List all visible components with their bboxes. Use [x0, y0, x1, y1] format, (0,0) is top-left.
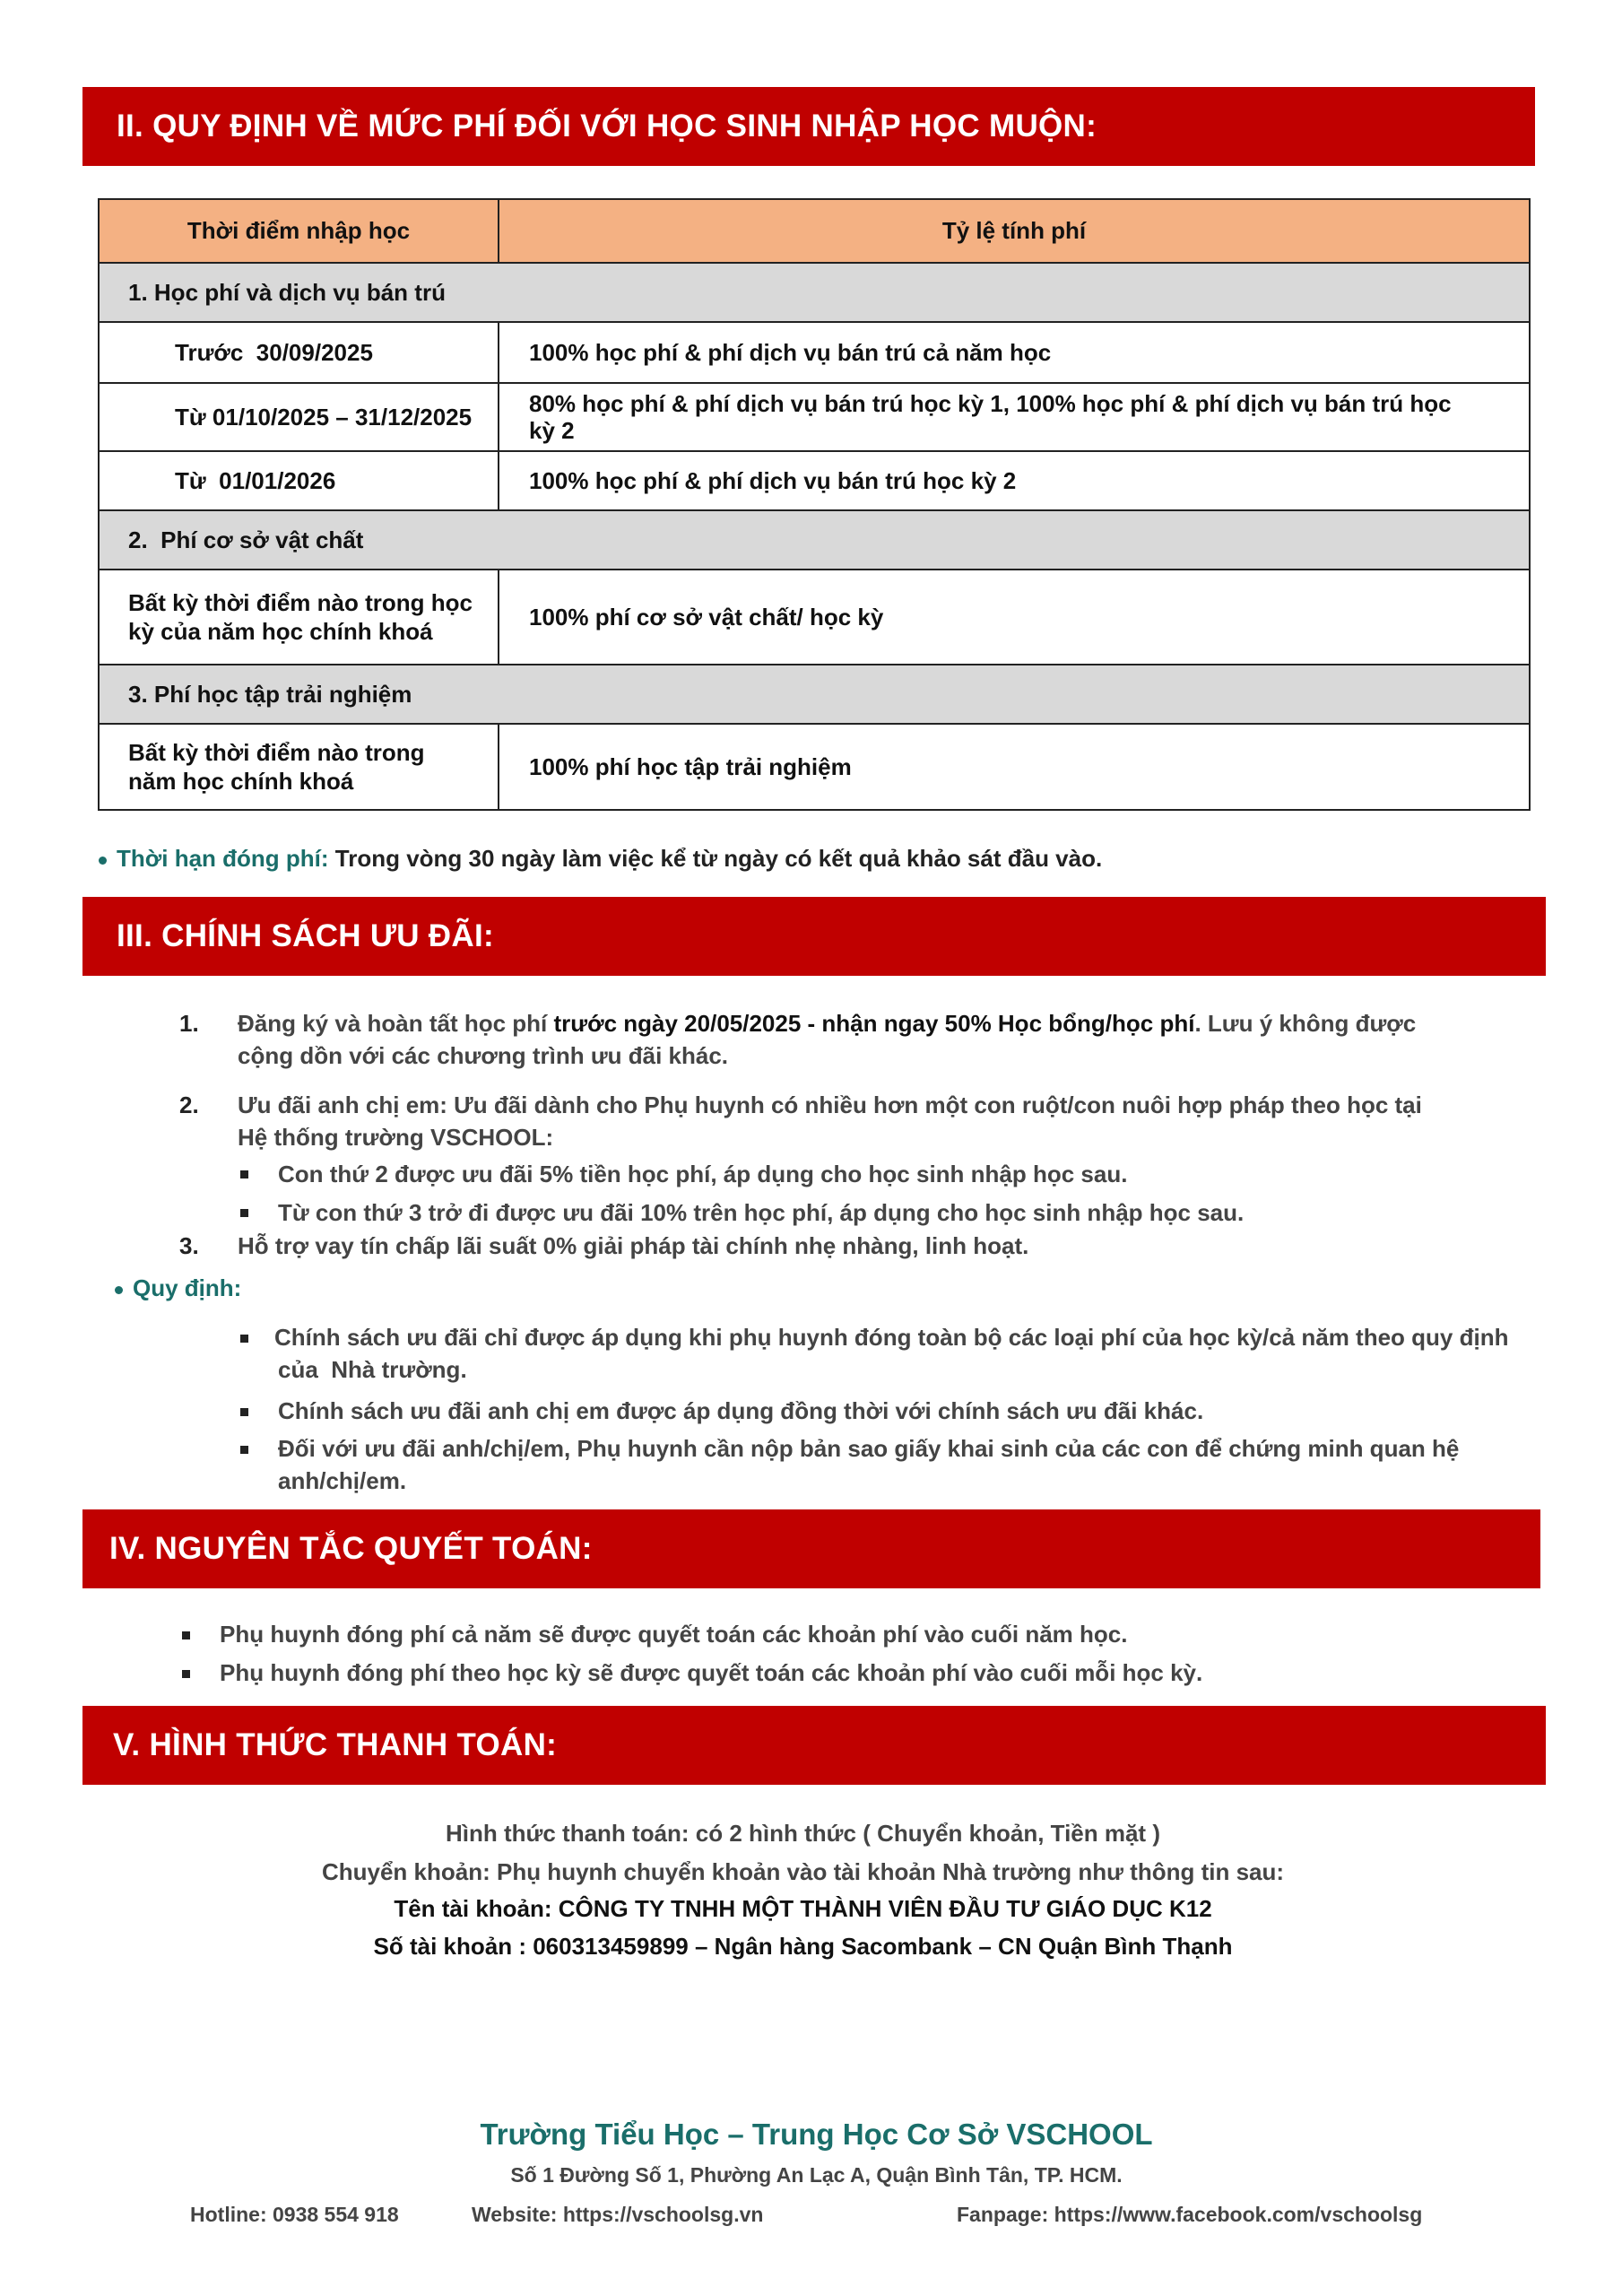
row-rate: 100% phí học tập trải nghiệm — [499, 724, 1530, 810]
table-row — [99, 383, 1530, 451]
rule-item: Đối với ưu đãi anh/chị/em, Phụ huynh cần nộp bản sao giấy khai sinh của các con để chứng minh quan hệ — [278, 1435, 1460, 1462]
row-rate: 100% học phí & phí dịch vụ bán trú học kỳ 2 — [499, 451, 1530, 510]
row-time — [99, 570, 499, 665]
group-facility: 2. Phí cơ sở vật chất — [99, 510, 1530, 570]
col-header-rate: Tỷ lệ tính phí — [499, 199, 1530, 263]
offer-highlight: trước ngày 20/05/2025 - nhận ngay 50% Học bổng/học phí — [553, 1010, 1195, 1037]
row-time: Từ 01/01/2026 — [99, 451, 499, 510]
row-time: Từ 01/10/2025 – 31/12/2025 — [99, 383, 499, 451]
row-rate-line: kỳ 2 — [529, 417, 575, 444]
square-bullet-icon — [240, 1408, 248, 1416]
table-group-row — [99, 510, 1530, 570]
row-time-line: Bất kỳ thời điểm nào trong học — [128, 589, 473, 616]
section-4-header — [82, 1509, 1540, 1588]
row-time-line: kỳ của năm học chính khoá — [128, 618, 433, 645]
square-bullet-icon — [182, 1670, 190, 1678]
section-3-header — [82, 897, 1546, 976]
payment-methods: Hình thức thanh toán: có 2 hình thức ( Chuyển khoản, Tiền mặt ) — [446, 1820, 1160, 1847]
transfer-instructions: Chuyển khoản: Phụ huynh chuyển khoản vào tài khoản Nhà trường như thông tin sau: — [321, 1858, 1285, 1885]
account-name: Tên tài khoản: CÔNG TY TNHH MỘT THÀNH VIÊN ĐẦU TƯ GIÁO DỤC K12 — [394, 1895, 1212, 1922]
square-bullet-icon — [240, 1209, 248, 1217]
table-row — [99, 724, 1530, 810]
row-time — [99, 724, 499, 810]
list-item: Hỗ trợ vay tín chấp lãi suất 0% giải pháp tài chính nhẹ nhàng, linh hoạt. — [238, 1232, 1029, 1259]
list-number: 3. — [179, 1232, 199, 1259]
square-bullet-icon — [240, 1170, 248, 1178]
footer-website: Website: https://vschoolsg.vn — [472, 2203, 764, 2226]
row-rate — [499, 383, 1530, 451]
footer-hotline: Hotline: 0938 554 918 — [190, 2203, 399, 2226]
row-rate-line: 80% học phí & phí dịch vụ bán trú học kỳ 1, 100% học phí & phí dịch vụ bán trú học — [529, 390, 1452, 417]
table-group-row — [99, 263, 1530, 322]
row-rate: 100% phí cơ sở vật chất/ học kỳ — [499, 570, 1530, 665]
table-row — [99, 322, 1530, 383]
list-number: 1. — [179, 1010, 199, 1037]
group-tuition: 1. Học phí và dịch vụ bán trú — [99, 263, 1530, 322]
late-enrollment-fee-table — [98, 198, 1531, 811]
section-5-title: V. HÌNH THỨC THANH TOÁN: — [113, 1727, 558, 1762]
bullet-dot-icon — [99, 857, 107, 865]
section-3-title: III. CHÍNH SÁCH ƯU ĐÃI: — [117, 918, 494, 953]
section-2-header — [82, 87, 1535, 166]
table-row — [99, 570, 1530, 665]
offer-text: Đăng ký và hoàn tất học phí — [238, 1010, 554, 1037]
settlement-item: Phụ huynh đóng phí theo học kỳ sẽ được quyết toán các khoản phí vào cuối mỗi học kỳ. — [220, 1659, 1203, 1686]
rule-item-line: của Nhà trường. — [278, 1356, 467, 1383]
square-bullet-icon — [240, 1446, 248, 1454]
section-4-title: IV. NGUYÊN TẮC QUYẾT TOÁN: — [109, 1531, 593, 1566]
footer-fanpage: Fanpage: https://www.facebook.com/vschoolsg — [957, 2203, 1423, 2226]
row-time-line: năm học chính khoá — [128, 768, 354, 795]
list-item-line: Hệ thống trường VSCHOOL: — [238, 1124, 554, 1151]
rule-item: Chính sách ưu đãi chỉ được áp dụng khi phụ huynh đóng toàn bộ các loại phí của học kỳ/cả năm theo quy định — [274, 1324, 1509, 1351]
group-experience: 3. Phí học tập trải nghiệm — [99, 665, 1530, 724]
deadline-label: Thời hạn đóng phí: — [117, 845, 329, 872]
rules-label: Quy định: — [133, 1274, 242, 1301]
section-5-header — [82, 1706, 1546, 1785]
bullet-dot-icon — [115, 1286, 123, 1294]
sub-list-item: Con thứ 2 được ưu đãi 5% tiền học phí, áp dụng cho học sinh nhập học sau. — [278, 1161, 1128, 1187]
account-number: Số tài khoản : 060313459899 – Ngân hàng Sacombank – CN Quận Bình Thạnh — [373, 1933, 1233, 1960]
list-item: Ưu đãi anh chị em: Ưu đãi dành cho Phụ huynh có nhiều hơn một con ruột/con nuôi hợp pháp theo học tại — [238, 1091, 1422, 1118]
list-number: 2. — [179, 1091, 199, 1118]
rule-item-line: anh/chị/em. — [278, 1467, 407, 1494]
footer-address: Số 1 Đường Số 1, Phường An Lạc A, Quận Bình Tân, TP. HCM. — [510, 2163, 1123, 2187]
offer-text: . Lưu ý không được — [1194, 1010, 1417, 1037]
table-group-row — [99, 665, 1530, 724]
row-time: Trước 30/09/2025 — [99, 322, 499, 383]
table-row — [99, 451, 1530, 510]
row-rate: 100% học phí & phí dịch vụ bán trú cả năm học — [499, 322, 1530, 383]
list-item — [238, 1010, 1416, 1038]
section-2-title: II. QUY ĐỊNH VỀ MỨC PHÍ ĐỐI VỚI HỌC SINH NHẬP HỌC MUỘN: — [117, 109, 1097, 144]
table-header-row — [99, 199, 1530, 263]
row-time-line: Bất kỳ thời điểm nào trong — [128, 739, 425, 766]
deadline-text: Trong vòng 30 ngày làm việc kể từ ngày có kết quả khảo sát đầu vào. — [328, 845, 1103, 872]
footer-school-name: Trường Tiểu Học – Trung Học Cơ Sở VSCHOOL — [480, 2118, 1153, 2151]
rule-item: Chính sách ưu đãi anh chị em được áp dụng đồng thời với chính sách ưu đãi khác. — [278, 1397, 1204, 1424]
settlement-item: Phụ huynh đóng phí cả năm sẽ được quyết toán các khoản phí vào cuối năm học. — [220, 1621, 1128, 1648]
sub-list-item: Từ con thứ 3 trở đi được ưu đãi 10% trên học phí, áp dụng cho học sinh nhập học sau. — [278, 1199, 1245, 1226]
square-bullet-icon — [240, 1335, 248, 1343]
list-item-line: cộng dồn với các chương trình ưu đãi khác. — [238, 1042, 729, 1069]
col-header-time: Thời điểm nhập học — [99, 199, 499, 263]
payment-deadline — [117, 845, 1102, 873]
square-bullet-icon — [182, 1631, 190, 1639]
